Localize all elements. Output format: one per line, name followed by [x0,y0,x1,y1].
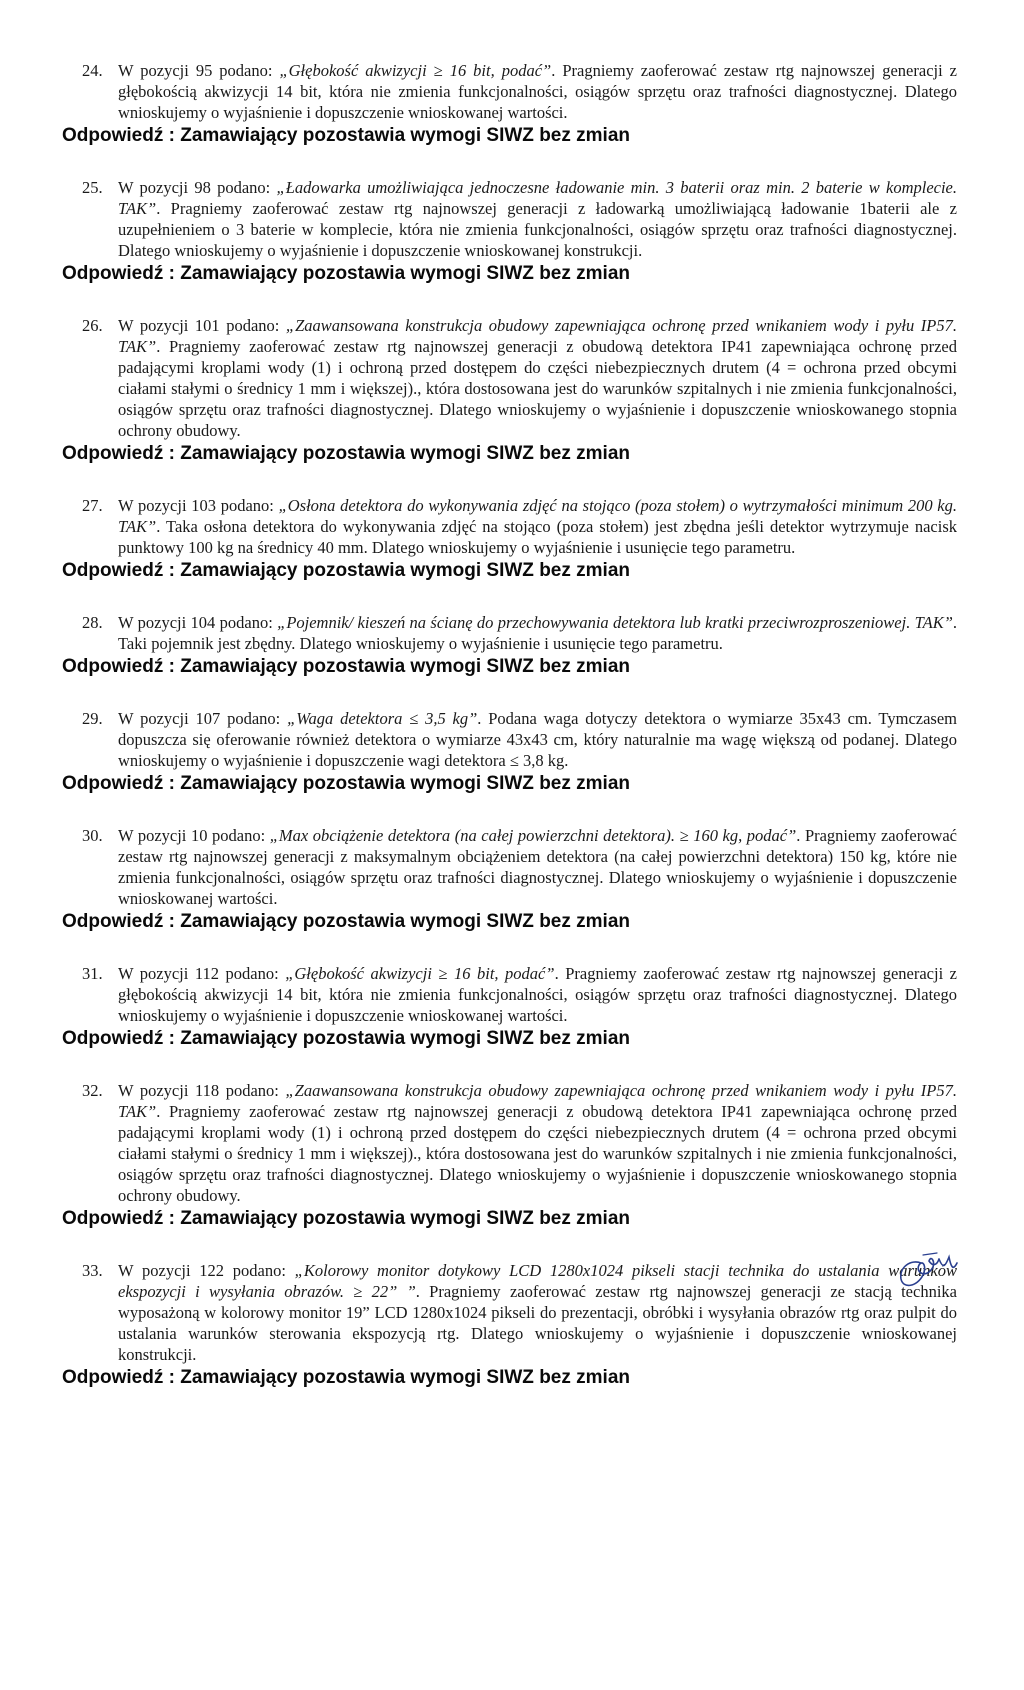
item-number: 27. [82,496,103,515]
quoted-requirement: „Kolorowy monitor dotykowy LCD 1280x1024 pikseli stacji technika do ustalania warunków ekspozycji i wysyłania obrazów. ≥ 22” ” [118,1261,957,1301]
item-number: 28. [82,613,103,632]
answer: Odpowiedź : Zamawiający pozostawia wymogi SIWZ bez zmian [62,1028,630,1049]
item-number: 30. [82,826,103,845]
answer: Odpowiedź : Zamawiający pozostawia wymogi SIWZ bez zmian [62,1208,630,1229]
answer: Odpowiedź : Zamawiający pozostawia wymogi SIWZ bez zmian [62,773,630,794]
question-body: . Taka osłona detektora do wykonywania zdjęć na stojąco (poza stołem) jest zbędna jeśli detektor wytrzymuje nacisk punktowy 100 kg na średnicy 40 mm. Dlatego wnioskujemy o wyjaśnienie i usunięcie tego parametru. [118,517,957,557]
item-24 [62,60,957,148]
question-body: . Pragniemy zaoferować zestaw rtg najnowszej generacji ze stacją technika wyposażoną w kolorowy monitor 19” LCD 1280x1024 pikseli do prezentacji, obróbki i wysyłania obrazów rtg oraz pulpit do ustalania warunków sterowania ekspozycją rtg. Dlatego wnioskujemy o wyjaśnienie i dopuszczenie wnioskowanej konstrukcji. [118,1282,957,1364]
question-body: . Pragniemy zaoferować zestaw rtg najnowszej generacji z maksymalnym obciążeniem detektora (na całej powierzchni detektora) 150 kg, które nie zmienia funkcjonalności, osiągów sprzętu oraz trafności diagnostycznej. Dlatego wnioskujemy o wyjaśnienie i dopuszczenie wnioskowanej wartości. [118,826,958,908]
question-text [118,612,957,654]
question-text [118,315,957,441]
document-body [62,60,957,1419]
question [62,825,957,909]
item-number: 33. [82,1261,103,1280]
question-lead: W pozycji 10 podano: [118,826,270,845]
question-body: . Pragniemy zaoferować zestaw rtg najnowszej generacji z głębokością akwizycji 14 bit, która nie zmienia funkcjonalności, osiągów sprzętu oraz trafności diagnostycznej. Dlatego wnioskujemy o wyjaśnienie i dopuszczenie wnioskowanej wartości. [118,964,957,1025]
question [62,315,957,441]
question-lead: W pozycji 118 podano: [118,1081,286,1100]
item-30 [62,825,957,934]
item-28 [62,612,957,679]
question-text [118,60,957,123]
question-lead: W pozycji 112 podano: [118,964,286,983]
question [62,612,957,654]
quoted-requirement: „Pojemnik/ kieszeń na ścianę do przechowywania detektora lub kratki przeciwrozproszeniowej. TAK” [277,613,953,632]
quoted-requirement: „Zaawansowana konstrukcja obudowy zapewniająca ochronę przed wnikaniem wody i pyłu IP57. TAK” [118,316,958,356]
question-text [118,177,957,261]
item-number: 26. [82,316,103,335]
answer: Odpowiedź : Zamawiający pozostawia wymogi SIWZ bez zmian [62,263,630,284]
answer: Odpowiedź : Zamawiający pozostawia wymogi SIWZ bez zmian [62,125,630,146]
quoted-requirement: „Głębokość akwizycji ≥ 16 bit, podać” [279,61,552,80]
question [62,60,957,123]
handwritten-signature [893,1245,963,1295]
answer: Odpowiedź : Zamawiający pozostawia wymogi SIWZ bez zmian [62,560,630,581]
question-lead: W pozycji 103 podano: [118,496,279,515]
quoted-requirement: „Ładowarka umożliwiająca jednoczesne ładowanie min. 3 baterii oraz min. 2 baterie w komplecie. TAK” [118,178,957,218]
item-number: 29. [82,709,103,728]
item-31 [62,963,957,1051]
question [62,963,957,1026]
question [62,495,957,558]
quoted-requirement: „Zaawansowana konstrukcja obudowy zapewniająca ochronę przed wnikaniem wody i pyłu IP57. TAK” [118,1081,957,1121]
quoted-requirement: „Waga detektora ≤ 3,5 kg” [287,709,478,728]
answer: Odpowiedź : Zamawiający pozostawia wymogi SIWZ bez zmian [62,656,630,677]
question-lead: W pozycji 122 podano: [118,1261,295,1280]
answer: Odpowiedź : Zamawiający pozostawia wymogi SIWZ bez zmian [62,1367,630,1388]
item-number: 31. [82,964,103,983]
item-27 [62,495,957,583]
question [62,1260,957,1365]
question-body: . Podana waga dotyczy detektora o wymiarze 35x43 cm. Tymczasem dopuszcza się oferowanie również detektora o wymiarze 43x43 cm, który naturalnie ma wagę większą od podanej. Dlatego wnioskujemy o wyjaśnienie i dopuszczenie wagi detektora ≤ 3,8 kg. [118,709,957,770]
question-text [118,495,957,558]
question-body: . Pragniemy zaoferować zestaw rtg najnowszej generacji z obudową detektora IP41 zapewniająca ochronę przed padającymi kroplami wody (1) i ochroną przed dostępem do części niebezpiecznych drutem (4 = ochrona przed obcymi ciałami stałymi o średnicy 1 mm i większej)., która dostosowana jest do warunków szpitalnych i nie zmienia funkcjonalności, osiągów sprzętu oraz trafności diagnostycznej. Dlatego wnioskujemy o wyjaśnienie i dopuszczenie wnioskowanego stopnia ochrony obudowy. [118,1102,957,1205]
quoted-requirement: „Głębokość akwizycji ≥ 16 bit, podać” [285,964,555,983]
item-26 [62,315,957,466]
question-lead: W pozycji 107 podano: [118,709,288,728]
answer: Odpowiedź : Zamawiający pozostawia wymogi SIWZ bez zmian [62,443,630,464]
item-number: 24. [82,61,103,80]
question [62,177,957,261]
question-body: . Taki pojemnik jest zbędny. Dlatego wnioskujemy o wyjaśnienie i usunięcie tego parametru. [118,613,958,653]
question-lead: W pozycji 98 podano: [118,178,277,197]
item-25 [62,177,957,286]
question-body: . Pragniemy zaoferować zestaw rtg najnowszej generacji z ładowarką umożliwiającą ładowanie 1baterii ale z uzupełnieniem o 3 baterie w komplecie, która nie zmienia funkcjonalności, osiągów sprzętu oraz trafności diagnostycznej. Dlatego wnioskujemy o wyjaśnienie i dopuszczenie wnioskowanej konstrukcji. [118,199,957,260]
question-text [118,708,957,771]
question-text [118,963,957,1026]
item-number: 32. [82,1081,103,1100]
question [62,1080,957,1206]
item-33 [62,1260,957,1390]
item-32 [62,1080,957,1231]
question-body: . Pragniemy zaoferować zestaw rtg najnowszej generacji z głębokością akwizycji 14 bit, która nie zmienia funkcjonalności, osiągów sprzętu oraz trafności diagnostycznej. Dlatego wnioskujemy o wyjaśnienie i dopuszczenie wnioskowanej wartości. [118,61,957,122]
question [62,708,957,771]
quoted-requirement: „Osłona detektora do wykonywania zdjęć na stojąco (poza stołem) o wytrzymałości minimum 200 kg. TAK” [118,496,957,536]
question-lead: W pozycji 104 podano: [118,613,278,632]
question-body: . Pragniemy zaoferować zestaw rtg najnowszej generacji z obudową detektora IP41 zapewniająca ochronę przed padającymi kroplami wody (1) i ochroną przed dostępem do części niebezpiecznych drutem (4 = ochrona przed obcymi ciałami stałymi o średnicy 1 mm i większej)., która dostosowana jest do warunków szpitalnych i nie zmienia funkcjonalności, osiągów sprzętu oraz trafności diagnostycznej. Dlatego wnioskujemy o wyjaśnienie i dopuszczenie wnioskowanego stopnia ochrony obudowy. [118,337,957,440]
item-29 [62,708,957,796]
answer: Odpowiedź : Zamawiający pozostawia wymogi SIWZ bez zmian [62,911,630,932]
question-text [118,825,957,909]
question-text [118,1260,957,1365]
item-number: 25. [82,178,103,197]
question-lead: W pozycji 95 podano: [118,61,280,80]
question-lead: W pozycji 101 podano: [118,316,286,335]
question-text [118,1080,957,1206]
quoted-requirement: „Max obciążenie detektora (na całej powierzchni detektora). ≥ 160 kg, podać” [269,826,797,845]
